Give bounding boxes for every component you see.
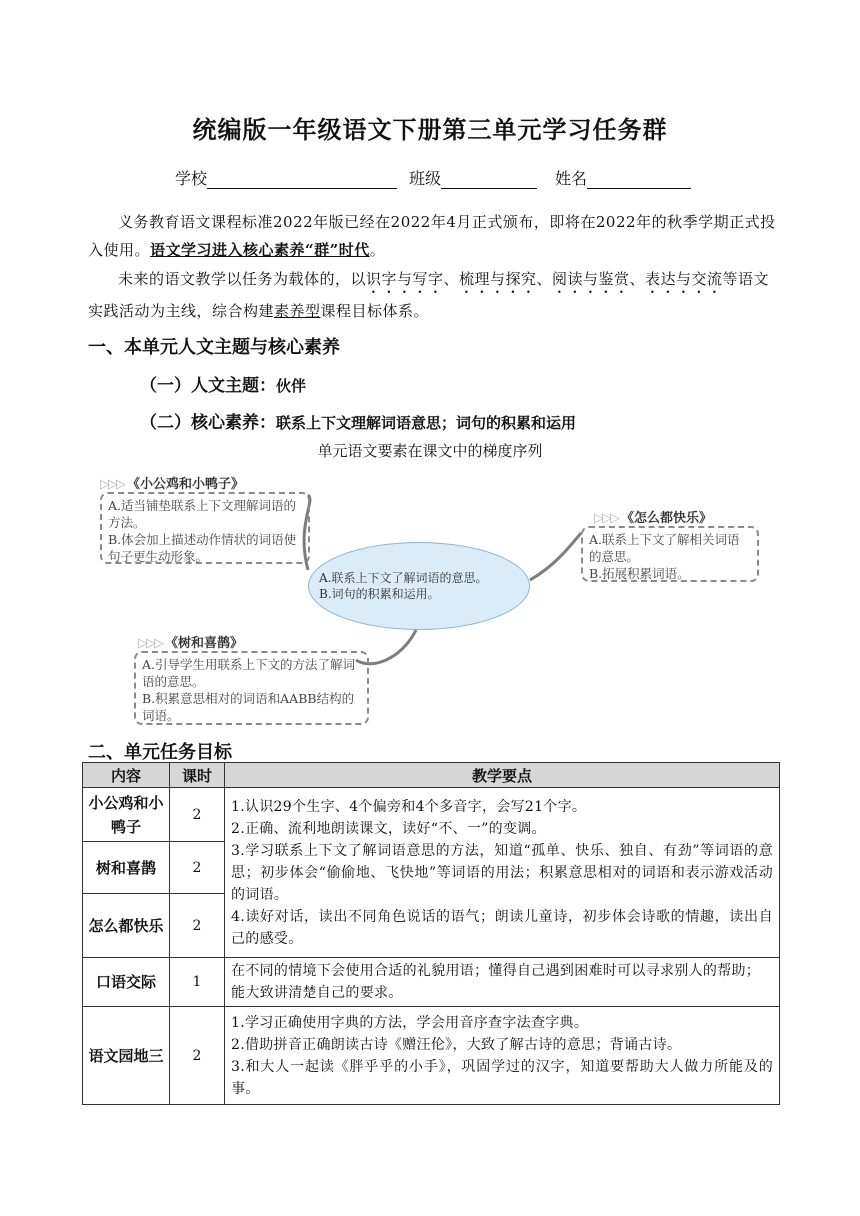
core-value: 联系上下文理解词语意思；词句的积累和运用 [276, 414, 577, 432]
header-hours: 课时 [170, 763, 225, 788]
intro-p1-end: 。 [369, 241, 386, 259]
intro-p2-a: 未来的语文教学以任务为载体的，以 [118, 270, 367, 288]
page-title: 统编版一年级语文下册第三单元学习任务群 [192, 116, 668, 144]
header-key-points: 教学要点 [225, 763, 780, 788]
lesson-1-point-b: B.体会加上描述动作情状的词语使句子更生动形象。 [108, 532, 297, 564]
goal-item: 1.认识29个生字、4个偏旁和4个多音字，会写21个字。 [231, 798, 587, 815]
mindmap-caption: 单元语文要素在课文中的梯度序列 [317, 442, 543, 460]
row-hours: 2 [170, 1007, 225, 1105]
lesson-3-point-b: B.积累意思相对的词语和AABB结构的词语。 [142, 691, 355, 723]
row-name: 小公鸡和小鸭子 [83, 788, 170, 842]
section1-heading: 一、本单元人文主题与核心素养 [88, 337, 340, 358]
row-name: 口语交际 [83, 958, 170, 1007]
goal-item: 2.正确、流利地朗读课文，读好“不、一”的变调。 [231, 820, 546, 837]
school-label: 学校 [175, 169, 208, 188]
triangle-arrows-icon: ▷▷▷ [594, 511, 618, 526]
theme-value: 伙伴 [276, 377, 307, 395]
lesson-title-1-text: 《小公鸡和小鸭子》 [127, 477, 245, 492]
center-point-a: A.联系上下文了解词语的意思。 [319, 571, 488, 585]
table-row [83, 788, 780, 842]
row-hours: 2 [170, 894, 225, 958]
unit-goals-table [82, 762, 780, 1105]
lesson-2-point-b: B.拓展积累词语。 [589, 566, 690, 581]
row-hours: 2 [170, 842, 225, 894]
student-info-line [175, 166, 703, 189]
goal-item: 3.学习联系上下文了解词语意思的方法，知道“孤单、快乐、独自、有劲”等词语的意思；初步体会“偷偷地、飞快地”等词语的用法；积累意思相对的词语和表示游戏活动的词语。 [231, 842, 773, 903]
mindmap-diagram [96, 465, 776, 735]
class-label: 班级 [409, 169, 442, 188]
intro-p2-underlined: 素养型 [274, 302, 321, 320]
lesson-title-2 [594, 507, 712, 526]
theme-line [140, 371, 306, 396]
goal-item: 1.学习正确使用字典的方法，学会用音序查字法查字典。 [231, 1014, 589, 1031]
goal-item: 2.借助拼音正确朗读古诗《赠汪伦》，大致了解古诗的意思；背诵古诗。 [231, 1036, 682, 1053]
intro-p2-dotted: 识字与写字、梳理与探究、阅读与鉴赏、表达与交流 [366, 270, 723, 288]
lesson-box-2 [581, 526, 759, 582]
intro-p1-emphasis: 语文学习进入核心素养“群”时代 [150, 241, 370, 259]
row-name: 语文园地三 [83, 1007, 170, 1105]
intro-p2-b: 等语文实践活动为主线，综合构建 [88, 270, 770, 320]
lesson-box-1 [100, 492, 310, 564]
row-name: 树和喜鹊 [83, 842, 170, 894]
lesson-2-point-a: A.联系上下文了解相关词语的意思。 [589, 532, 740, 564]
intro-p1-text: 义务教育语文课程标准2022年版已经在2022年4月正式颁布，即将在2022年的秋季学期正式投入使用。 [88, 213, 776, 259]
center-point-b: B.词句的积累和运用。 [319, 587, 440, 601]
core-literacy-line [140, 408, 576, 433]
section2-heading: 二、单元任务目标 [88, 742, 232, 763]
class-blank[interactable] [441, 170, 537, 189]
table-row [83, 958, 780, 1007]
triangle-arrows-icon: ▷▷▷ [138, 636, 162, 651]
goal-item: 4.读好对话，读出不同角色说话的语气；朗读儿童诗，初步体会诗歌的情趣，读出自己的感受。 [231, 908, 773, 947]
reading-lessons-goals [225, 788, 780, 958]
intro-p2-c: 课程目标体系。 [320, 302, 430, 320]
lesson-title-1 [100, 473, 244, 492]
row-hours: 1 [170, 958, 225, 1007]
row-name: 怎么都快乐 [83, 894, 170, 958]
lesson-3-point-a: A.引导学生用联系上下文的方法了解词语的意思。 [142, 657, 356, 689]
lesson-box-3 [134, 651, 369, 725]
theme-label: （一）人文主题： [140, 376, 276, 396]
name-blank[interactable] [587, 170, 691, 189]
school-blank[interactable] [207, 170, 397, 189]
header-content: 内容 [83, 763, 170, 788]
lesson-1-point-a: A.适当铺垫联系上下文理解词语的方法。 [108, 498, 297, 530]
lesson-title-2-text: 《怎么都快乐》 [621, 511, 713, 526]
name-label: 姓名 [555, 169, 588, 188]
intro-paragraph-2 [88, 265, 776, 325]
connector-right [530, 533, 581, 580]
lesson-title-3 [138, 632, 243, 651]
intro-paragraph-1 [88, 208, 776, 264]
table-header-row [83, 763, 780, 788]
triangle-arrows-icon: ▷▷▷ [100, 477, 124, 492]
row-hours: 2 [170, 788, 225, 842]
core-label: （二）核心素养： [140, 413, 276, 433]
mindmap-center [308, 542, 530, 630]
goal-item: 3.和大人一起读《胖乎乎的小手》，巩固学过的汉字，知道要帮助大人做力所能及的事。 [231, 1058, 773, 1097]
oral-communication-goals: 在不同的情境下会使用合适的礼貌用语；懂得自己遇到困难时可以寻求别人的帮助；能大致讲清楚自己的要求。 [225, 958, 780, 1007]
language-garden-goals [225, 1007, 780, 1105]
lesson-title-3-text: 《树和喜鹊》 [165, 636, 244, 651]
table-row [83, 1007, 780, 1105]
